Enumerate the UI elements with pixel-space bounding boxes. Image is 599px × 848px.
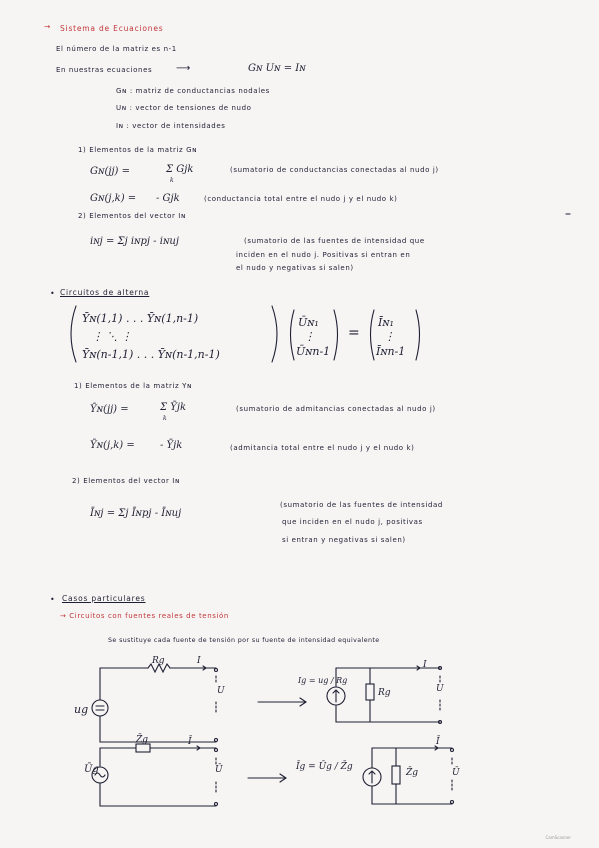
- ac-ug-label: Ūg: [84, 764, 99, 775]
- dc-u-label: U: [217, 686, 225, 696]
- ac-i2-label: Ī: [436, 737, 440, 747]
- s1-diag-rhs: Σ Gjk: [166, 164, 194, 175]
- dc-ig-formula: Ig = ug / Rg: [298, 676, 348, 685]
- s2-diag-sub: k: [163, 415, 168, 422]
- s2-off-lhs: Ȳɴ(j,k) =: [90, 440, 135, 451]
- dc-i2-label: I: [423, 660, 427, 670]
- s1-item1-title: 1) Elementos de la matriz Gɴ: [78, 146, 198, 154]
- s3-line: Se sustituye cada fuente de tensión por su fuente de intensidad equivalente: [108, 637, 380, 644]
- s1-diag-sub: k: [170, 177, 175, 184]
- ac-i-label: Ī: [188, 737, 192, 747]
- matrix-idots: ⋮: [384, 330, 395, 343]
- s2-vec-note-2: que inciden en el nudo j, positivas: [282, 518, 423, 526]
- s1-diag-lhs: Gɴ(jj) =: [90, 166, 131, 177]
- dc-transform-arrow: [258, 698, 306, 706]
- ac-u-label: Ū: [215, 765, 223, 775]
- dc-equivalent-circuit: [327, 666, 442, 724]
- dc-ug-label: ug: [74, 703, 89, 716]
- s1-diag-note: (sumatorio de conductancias conectadas al nudo j): [230, 166, 439, 174]
- ac-transform-arrow: [248, 774, 286, 782]
- ac-source-circuit: [92, 744, 218, 806]
- vector-u-left-paren: [291, 310, 295, 360]
- matrix-left-paren: [71, 306, 76, 362]
- matrix-equals: =: [348, 325, 360, 341]
- vector-u-right-paren: [334, 310, 338, 360]
- arrow-icon: ⟶: [176, 63, 191, 74]
- s2-off-rhs: - Ȳjk: [160, 440, 183, 451]
- page-title: Sistema de Ecuaciones: [60, 24, 164, 33]
- ac-u2-label: Ū: [452, 768, 460, 778]
- s1-vec-eq: iɴj = Σj iɴpj - iɴuj: [90, 236, 179, 247]
- s1-vec-note-2: inciden en el nudo j. Positivas si entran en: [236, 251, 411, 259]
- s1-off-rhs: - Gjk: [156, 193, 180, 204]
- dc-source-circuit: [92, 664, 218, 742]
- s1-off-lhs: Gɴ(j,k) =: [90, 193, 137, 204]
- dc-u2-label: U: [436, 684, 444, 694]
- s1-item2-title: 2) Elementos del vector Iɴ: [78, 212, 186, 220]
- s2-diag-rhs: Σ Ȳjk: [160, 402, 187, 413]
- s2-item2-title: 2) Elementos del vector Iɴ: [72, 477, 180, 485]
- s1-vec-note-3: el nudo y negativas si salen): [236, 264, 354, 272]
- s2-diag-lhs: Ȳɴ(jj) =: [90, 404, 129, 415]
- s2-off-note: (admitancia total entre el nudo j y el nudo k): [230, 444, 415, 452]
- s2-title: Circuitos de alterna: [60, 288, 150, 297]
- s2-vec-note-1: (sumatorio de las fuentes de intensidad: [280, 501, 443, 509]
- vector-i-right-paren: [416, 310, 420, 360]
- matrix-u2: Ūɴn-1: [296, 345, 331, 358]
- ac-ig-formula: Īg = Ūg / Z̄g: [296, 762, 353, 772]
- s2-diag-note: (sumatorio de admitancias conectadas al nudo j): [236, 405, 436, 413]
- def-un: Uɴ : vector de tensiones de nudo: [116, 104, 252, 112]
- dc-rg2-label: Rg: [378, 688, 391, 698]
- dc-i-label: I: [197, 656, 201, 666]
- s2-vec-note-3: si entran y negativas si salen): [282, 536, 406, 544]
- vector-i-left-paren: [371, 310, 375, 360]
- ac-zg2-label: Z̄g: [406, 768, 419, 778]
- matrix-dots: ⋮ ⋱ ⋮: [92, 330, 132, 343]
- def-gn: Gɴ : matriz de conductancias nodales: [116, 87, 270, 95]
- scanner-watermark: CamScanner: [545, 835, 571, 840]
- intro-line-2: En nuestras ecuaciones: [56, 66, 153, 74]
- ac-zg-label: Z̄g: [136, 735, 149, 745]
- intro-line-1: El número de la matriz es n-1: [56, 45, 177, 53]
- s2-item1-title: 1) Elementos de la matriz Yɴ: [74, 382, 193, 390]
- heading-arrow: →: [44, 22, 52, 31]
- s3-subtitle: → Circuitos con fuentes reales de tensión: [60, 612, 229, 620]
- matrix-i1: Īɴ₁: [378, 316, 394, 329]
- s1-vec-note-1: (sumatorio de las fuentes de intensidad que: [244, 237, 425, 245]
- matrix-right-paren: [272, 306, 277, 362]
- matrix-udots: ⋮: [304, 330, 315, 343]
- s3-title: Casos particulares: [62, 594, 146, 603]
- def-in: Iɴ : vector de intensidades: [116, 122, 226, 130]
- dc-rg-label: Rg: [152, 656, 165, 666]
- main-equation: Gɴ Uɴ = Iɴ: [248, 63, 306, 74]
- s2-vec-eq: Īɴj = Σj Īɴpj - Īɴuj: [90, 508, 182, 519]
- matrix-row-2: Ȳɴ(n-1,1) . . . Ȳɴ(n-1,n-1): [82, 348, 220, 361]
- matrix-row-1: Ȳɴ(1,1) . . . Ȳɴ(1,n-1): [82, 312, 199, 325]
- matrix-i2: Īɴn-1: [376, 345, 406, 358]
- s1-off-note: (conductancia total entre el nudo j y el nudo k): [204, 195, 398, 203]
- bullet-icon-2: •: [50, 595, 56, 604]
- bullet-icon: •: [50, 289, 56, 298]
- matrix-u1: Ūɴ₁: [298, 316, 319, 329]
- ac-equivalent-circuit: [363, 746, 454, 804]
